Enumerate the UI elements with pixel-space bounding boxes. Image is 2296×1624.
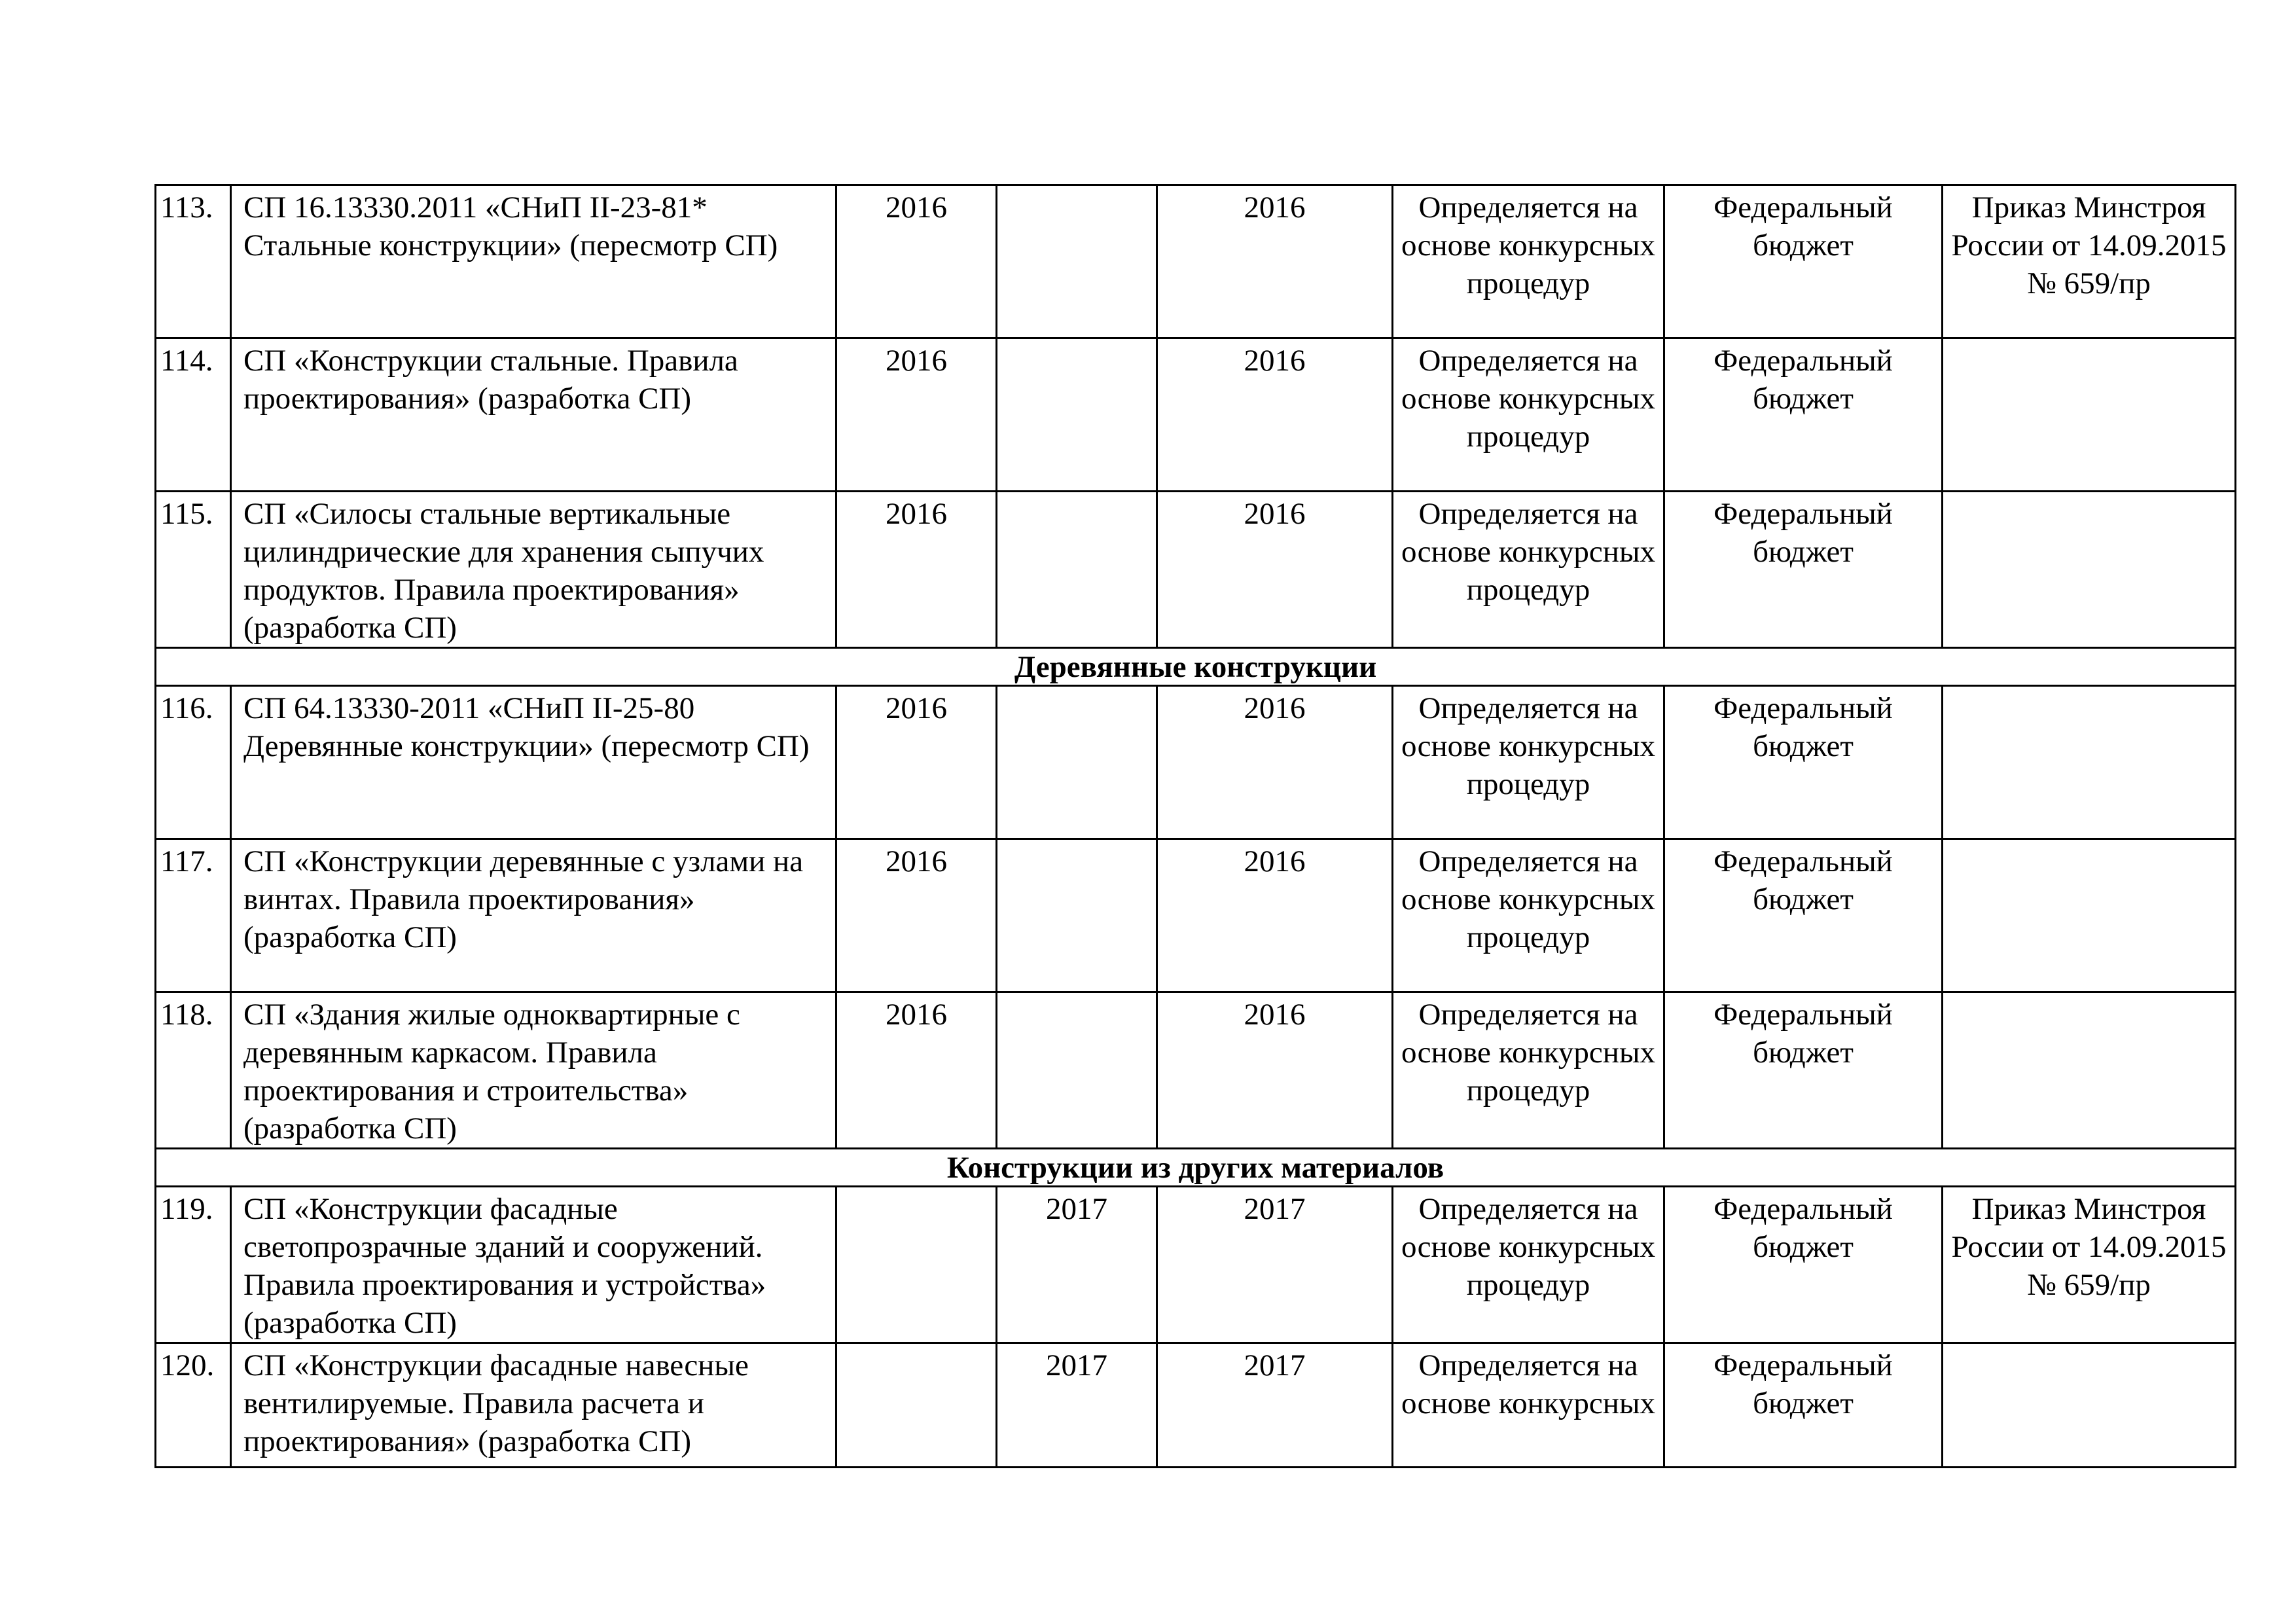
year-cell: 2017: [997, 1187, 1157, 1343]
plan-table: [154, 184, 2236, 1468]
section-row: [156, 1149, 2236, 1187]
year-cell: 2016: [836, 338, 997, 492]
funding-cell: Федеральный бюджет: [1664, 839, 1943, 992]
year-cell: 2017: [1157, 1343, 1393, 1468]
year-cell: 2016: [1157, 338, 1393, 492]
row-number: 116.: [156, 686, 231, 839]
year-cell: [836, 1343, 997, 1468]
basis-cell: [1943, 992, 2236, 1149]
year-cell: 2017: [1157, 1187, 1393, 1343]
table-row: [156, 686, 2236, 839]
document-title: СП 64.13330-2011 «СНиП II-25-80 Деревянные конструкции» (пересмотр СП): [231, 686, 836, 839]
year-cell: [836, 1187, 997, 1343]
row-number: 114.: [156, 338, 231, 492]
funding-cell: Федеральный бюджет: [1664, 338, 1943, 492]
table-row: [156, 492, 2236, 648]
year-cell: 2016: [1157, 185, 1393, 338]
document-title: СП «Конструкции фасадные навесные вентилируемые. Правила расчета и проектирования» (разработка СП): [231, 1343, 836, 1468]
year-cell: 2017: [997, 1343, 1157, 1468]
section-row: [156, 648, 2236, 686]
document-title: СП «Конструкции фасадные светопрозрачные зданий и сооружений. Правила проектирования и устройства» (разработка СП): [231, 1187, 836, 1343]
executor-cell: Определяется на основе конкурсных процедур: [1393, 338, 1664, 492]
document-title: СП «Конструкции деревянные с узлами на винтах. Правила проектирования» (разработка СП): [231, 839, 836, 992]
row-number: 117.: [156, 839, 231, 992]
table-row: [156, 839, 2236, 992]
executor-cell: Определяется на основе конкурсных процедур: [1393, 839, 1664, 992]
document-title: СП «Здания жилые одноквартирные с деревянным каркасом. Правила проектирования и строительства» (разработка СП): [231, 992, 836, 1149]
funding-cell: Федеральный бюджет: [1664, 492, 1943, 648]
funding-cell: Федеральный бюджет: [1664, 992, 1943, 1149]
year-cell: 2016: [836, 185, 997, 338]
basis-cell: [1943, 338, 2236, 492]
executor-cell: Определяется на основе конкурсных процедур: [1393, 686, 1664, 839]
row-number: 120.: [156, 1343, 231, 1468]
year-cell: 2016: [836, 839, 997, 992]
year-cell: 2016: [836, 992, 997, 1149]
basis-cell: Приказ Минстроя России от 14.09.2015 № 659/пр: [1943, 1187, 2236, 1343]
year-cell: [997, 185, 1157, 338]
year-cell: [997, 839, 1157, 992]
funding-cell: Федеральный бюджет: [1664, 185, 1943, 338]
funding-cell: Федеральный бюджет: [1664, 1343, 1943, 1468]
table-row: [156, 338, 2236, 492]
row-number: 119.: [156, 1187, 231, 1343]
table-body: [156, 185, 2236, 1468]
year-cell: 2016: [1157, 686, 1393, 839]
funding-cell: Федеральный бюджет: [1664, 1187, 1943, 1343]
year-cell: [997, 686, 1157, 839]
basis-cell: [1943, 492, 2236, 648]
year-cell: 2016: [836, 492, 997, 648]
year-cell: 2016: [1157, 992, 1393, 1149]
row-number: 113.: [156, 185, 231, 338]
executor-cell: Определяется на основе конкурсных: [1393, 1343, 1664, 1468]
section-heading: Деревянные конструкции: [156, 648, 2236, 686]
table-row: [156, 1187, 2236, 1343]
executor-cell: Определяется на основе конкурсных процедур: [1393, 992, 1664, 1149]
document-title: СП 16.13330.2011 «СНиП II-23-81* Стальные конструкции» (пересмотр СП): [231, 185, 836, 338]
table-row: [156, 992, 2236, 1149]
basis-cell: Приказ Минстроя России от 14.09.2015 № 659/пр: [1943, 185, 2236, 338]
year-cell: 2016: [1157, 839, 1393, 992]
document-title: СП «Конструкции стальные. Правила проектирования» (разработка СП): [231, 338, 836, 492]
executor-cell: Определяется на основе конкурсных процедур: [1393, 185, 1664, 338]
table-row: [156, 1343, 2236, 1468]
year-cell: [997, 992, 1157, 1149]
document-title: СП «Силосы стальные вертикальные цилиндрические для хранения сыпучих продуктов. Правила проектирования» (разработка СП): [231, 492, 836, 648]
year-cell: [997, 492, 1157, 648]
year-cell: [997, 338, 1157, 492]
section-heading: Конструкции из других материалов: [156, 1149, 2236, 1187]
row-number: 115.: [156, 492, 231, 648]
year-cell: 2016: [1157, 492, 1393, 648]
basis-cell: [1943, 686, 2236, 839]
basis-cell: [1943, 839, 2236, 992]
executor-cell: Определяется на основе конкурсных процедур: [1393, 1187, 1664, 1343]
executor-cell: Определяется на основе конкурсных процедур: [1393, 492, 1664, 648]
year-cell: 2016: [836, 686, 997, 839]
funding-cell: Федеральный бюджет: [1664, 686, 1943, 839]
row-number: 118.: [156, 992, 231, 1149]
table-row: [156, 185, 2236, 338]
basis-cell: [1943, 1343, 2236, 1468]
